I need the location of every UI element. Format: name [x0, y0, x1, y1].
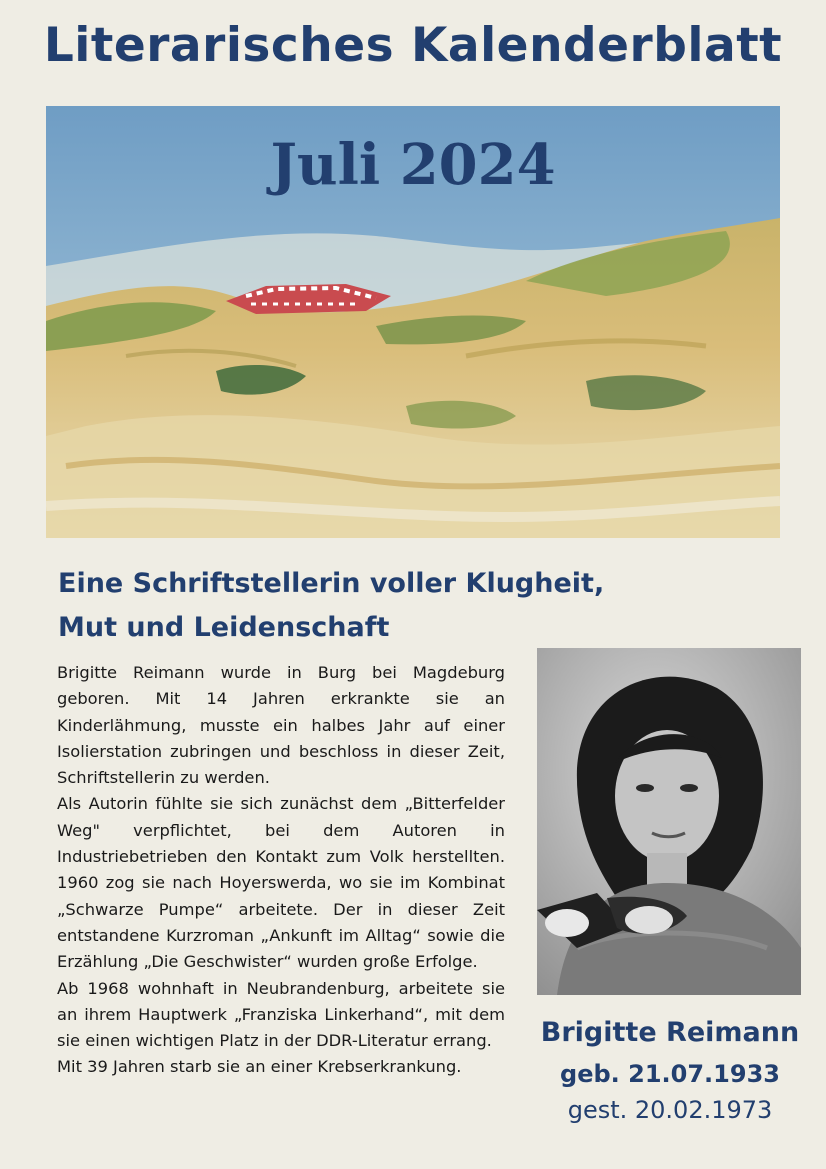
- paragraph-career: Als Autorin fühlte sie sich zunächst dem „Bitterfelder Weg" verpflichtet, bei dem Autoren in Industriebetrieben den Kontakt zum Volk herstellten. 1960 zog sie nach Hoyerswerda, wo sie im Kombinat „Schwarze Pumpe“ arbeitete. Der in dieser Zeit entstandene Kurzroman „Ankunft im Alltag“ sowie die Erzählung „Die Geschwister“ wurden große Erfolge.: [57, 794, 505, 972]
- paragraph-birth: Brigitte Reimann wurde in Burg bei Magdeburg geboren. Mit 14 Jahren erkrankte sie an Kinderlähmung, musste ein halbes Jahr auf einer Isolierstation zubringen und beschloss in dieser Zeit, Schriftstellerin zu werden.: [57, 663, 505, 788]
- birth-date: geb. 21.07.1933: [560, 1060, 780, 1088]
- article-headline: [58, 562, 678, 650]
- person-caption: [522, 1014, 818, 1127]
- headline-line-1: Eine Schriftstellerin voller Klugheit,: [58, 568, 605, 599]
- death-date: gest. 20.02.1973: [567, 1096, 773, 1124]
- paragraph-death: Mit 39 Jahren starb sie an einer Krebserkrankung.: [57, 1057, 462, 1077]
- page-title: Literarisches Kalenderblatt: [43, 18, 783, 73]
- article-body: [57, 660, 505, 1081]
- portrait-photo: [537, 648, 801, 995]
- headline-line-2: Mut und Leidenschaft: [58, 612, 390, 643]
- person-name: Brigitte Reimann: [540, 1017, 800, 1048]
- month-title: Juli 2024: [270, 132, 556, 198]
- paragraph-neubrandenburg: Ab 1968 wohnhaft in Neubrandenburg, arbeitete sie an ihrem Hauptwerk „Franziska Linkerhand“, mit dem sie einen wichtigen Platz in der DDR-Literatur errang.: [57, 978, 505, 1051]
